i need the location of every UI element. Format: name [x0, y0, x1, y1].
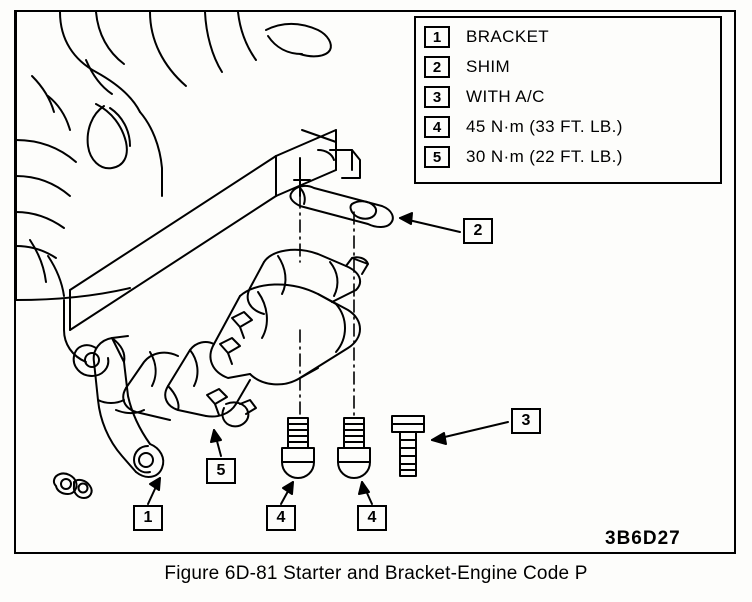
legend-number: 4: [424, 116, 450, 138]
legend-number: 5: [424, 146, 450, 168]
legend-item: [424, 142, 714, 172]
callout-box-4-left: 4: [266, 505, 296, 531]
legend-number: 1: [424, 26, 450, 48]
legend-item: [424, 52, 714, 82]
drawing-code: 3B6D27: [605, 528, 681, 549]
legend-number: 3: [424, 86, 450, 108]
legend-item: [424, 82, 714, 112]
legend-label: SHIM: [466, 57, 511, 76]
legend-label: WITH A/C: [466, 87, 545, 106]
legend-item: [424, 112, 714, 142]
callout-box-5: 5: [206, 458, 236, 484]
callout-box-4-right: 4: [357, 505, 387, 531]
callout-box-2: 2: [463, 218, 493, 244]
figure-caption: Figure 6D-81 Starter and Bracket-Engine Code P: [164, 563, 588, 584]
legend-label: 30 N·m (22 FT. LB.): [466, 147, 623, 166]
callout-box-3: 3: [511, 408, 541, 434]
legend-box: [414, 16, 722, 184]
callout-box-1: 1: [133, 505, 163, 531]
legend-label: BRACKET: [466, 27, 550, 46]
legend-number: 2: [424, 56, 450, 78]
legend-label: 45 N·m (33 FT. LB.): [466, 117, 623, 136]
legend-item: [424, 22, 714, 52]
